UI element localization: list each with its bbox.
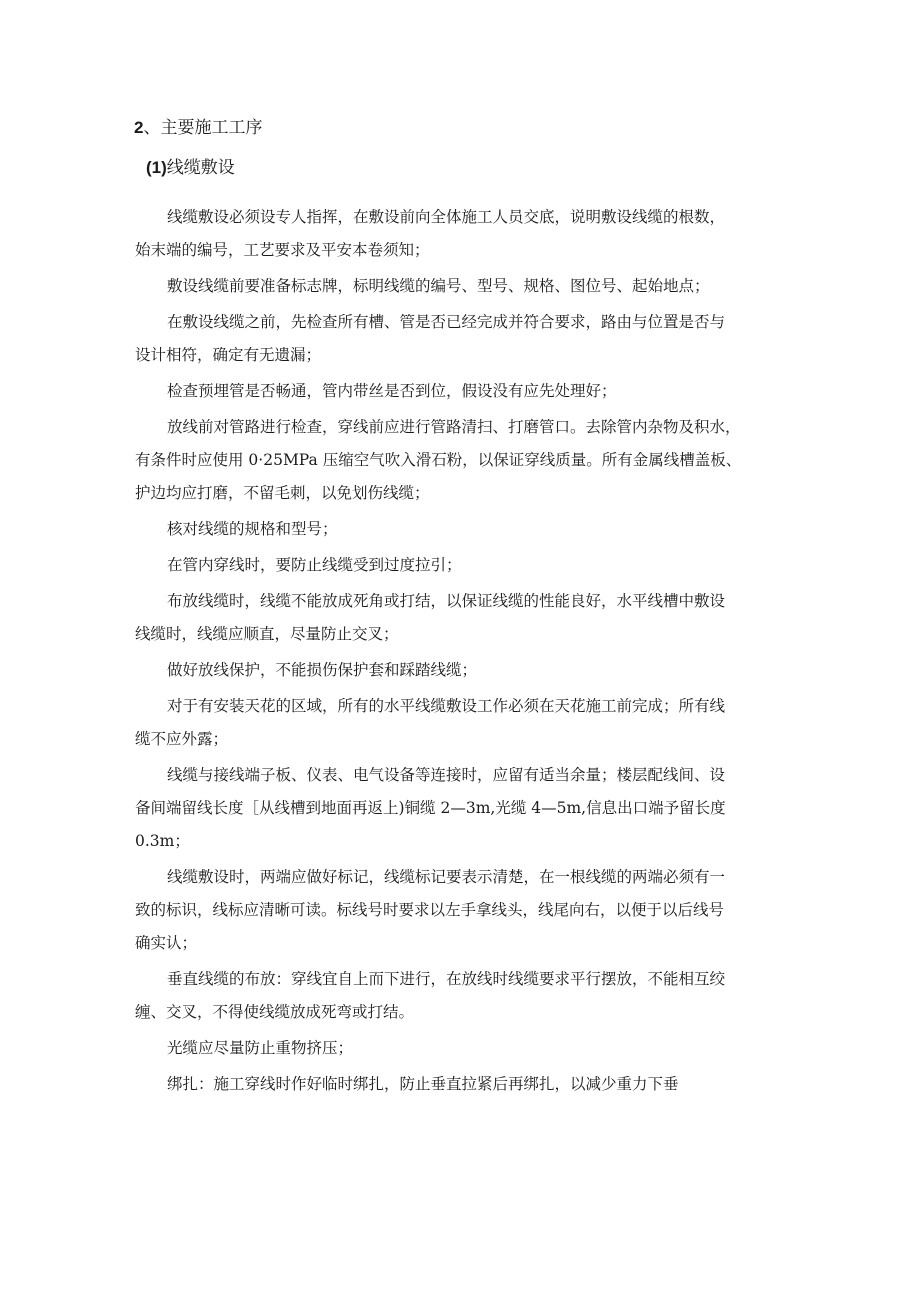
paragraph — [135, 861, 787, 960]
paragraph-line: 对于有安装天花的区域，所有的水平线缆敷设工作必须在天花施工前完成；所有线 — [167, 697, 726, 715]
body-text — [135, 201, 787, 1104]
paragraph-line: 光缆应尽量防止重物挤压； — [167, 1039, 354, 1057]
paragraph-line: 有条件时应使用 0·25MPa 压缩空气吹入滑石粉，以保证穿线质量。所有金属线槽盖板、 — [135, 451, 742, 469]
paragraph-line: 在管内穿线时，要防止线缆受到过度拉引； — [167, 556, 462, 574]
paragraph-line: 垂直线缆的布放：穿线宜自上而下进行，在放线时线缆要求平行摆放，不能相互绞 — [167, 970, 726, 988]
paragraph-line: 备间端留线长度［从线槽到地面再返上)铜缆 2—3m,光缆 4—5m,信息出口端予留长度 — [135, 799, 726, 817]
paragraph — [135, 1032, 787, 1065]
paragraph-line: 放线前对管路进行检查，穿线前应进行管路清扫、打磨管口。去除管内杂物及积水， — [167, 418, 741, 436]
paragraph-line: 线缆敷设时，两端应做好标记，线缆标记要表示清楚，在一根线缆的两端必须有一 — [167, 868, 726, 886]
section-title: 、主要施工工序 — [143, 118, 263, 138]
paragraph — [135, 963, 787, 1029]
paragraph-line: 布放线缆时，线缆不能放成死角或打结，以保证线缆的性能良好，水平线槽中敷设 — [167, 592, 726, 610]
paragraph-line: 检查预埋管是否畅通，管内带丝是否到位，假设没有应先处理好； — [167, 382, 617, 400]
paragraph-line: 在敷设线缆之前，先检查所有槽、管是否已经完成并符合要求，路由与位置是否与 — [167, 313, 726, 331]
paragraph-line: 线缆与接线端子板、仪表、电气设备等连接时，应留有适当余量；楼层配线间、设 — [167, 766, 726, 784]
subsection-number: (1) — [146, 158, 167, 177]
subsection-title: 线缆敷设 — [166, 158, 235, 178]
paragraph — [135, 306, 787, 372]
paragraph-line: 设计相符，确定有无遗漏； — [135, 346, 322, 364]
section-heading — [134, 116, 262, 140]
paragraph-line: 缠、交叉，不得使线缆放成死弯或打结。 — [135, 1003, 415, 1021]
paragraph — [135, 513, 787, 546]
paragraph — [135, 1068, 787, 1101]
paragraph-line: 做好放线保护，不能损伤保护套和踩踏线缆； — [167, 661, 478, 679]
paragraph-line: 致的标识，线标应清晰可读。标线号时要求以左手拿线头，线尾向右，以便于以后线号 — [135, 901, 725, 919]
paragraph-line: 始末端的编号，工艺要求及平安本卷须知； — [135, 241, 430, 259]
paragraph — [135, 201, 787, 267]
paragraph-line: 线缆敷设必须设专人指挥，在敷设前向全体施工人员交底，说明敷设线缆的根数， — [167, 208, 726, 226]
paragraph-line: 0.3m； — [135, 832, 190, 850]
paragraph — [135, 759, 787, 858]
paragraph-line: 敷设线缆前要准备标志牌，标明线缆的编号、型号、规格、图位号、起始地点； — [167, 277, 710, 295]
paragraph — [135, 411, 787, 510]
paragraph — [135, 690, 787, 756]
paragraph-line: 缆不应外露； — [135, 730, 229, 748]
paragraph-line: 绑扎：施工穿线时作好临时绑扎，防止垂直拉紧后再绑扎，以减少重力下垂 — [167, 1075, 679, 1093]
paragraph — [135, 375, 787, 408]
paragraph — [135, 654, 787, 687]
paragraph — [135, 585, 787, 651]
section-number: 2 — [134, 118, 144, 137]
paragraph-line: 确实认； — [135, 934, 198, 952]
subsection-heading — [146, 156, 235, 180]
paragraph-line: 线缆时，线缆应顺直，尽量防止交叉； — [135, 625, 399, 643]
paragraph-line: 护边均应打磨，不留毛刺，以免划伤线缆； — [135, 484, 430, 502]
paragraph — [135, 549, 787, 582]
paragraph — [135, 270, 787, 303]
paragraph-line: 核对线缆的规格和型号； — [167, 520, 338, 538]
